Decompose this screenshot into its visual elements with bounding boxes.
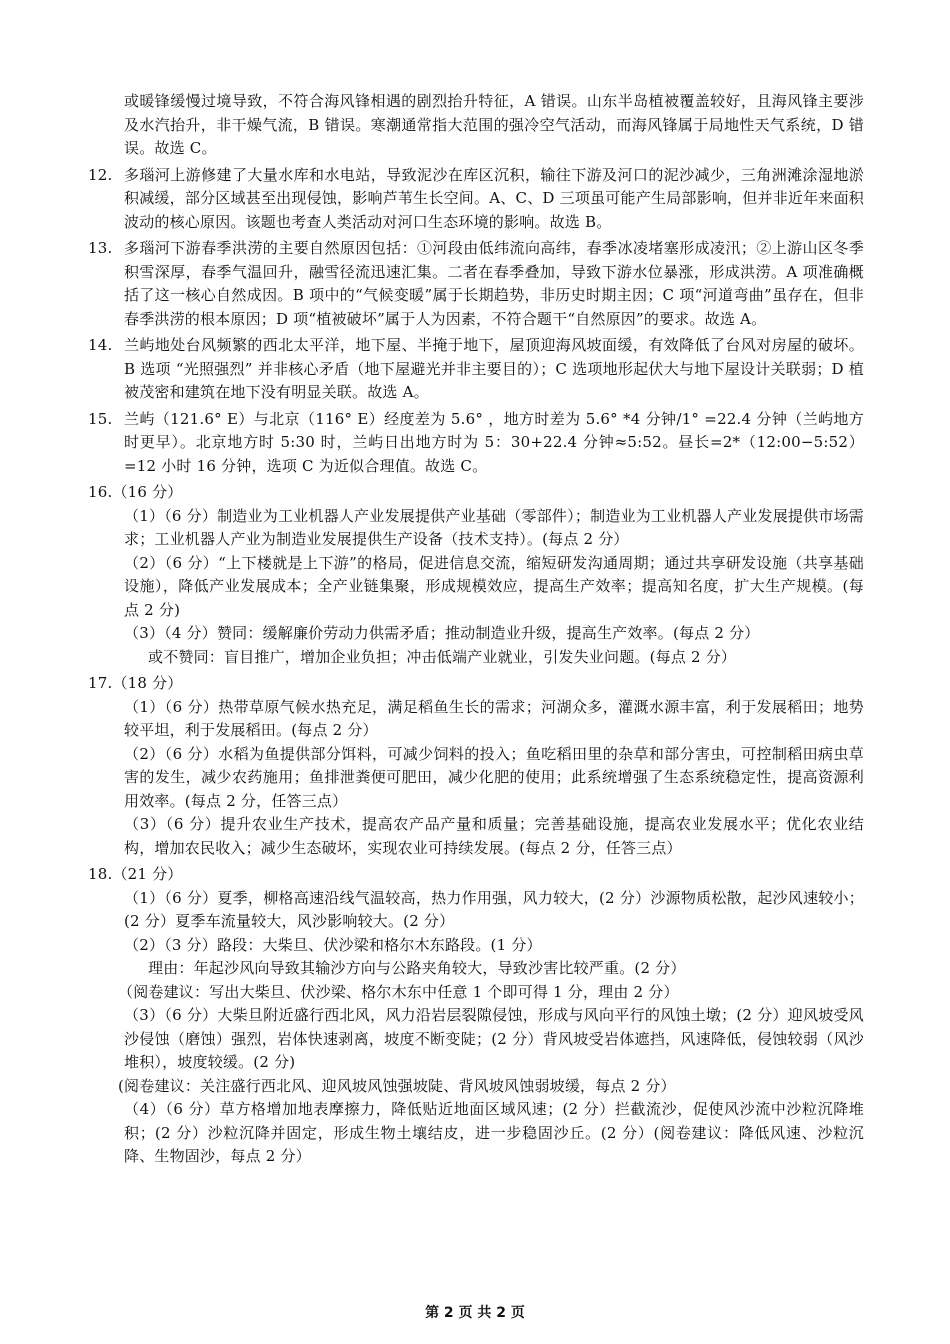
question-14 <box>88 334 864 405</box>
q18-part-2-reason: 理由：年起沙风向导致其输沙方向与公路夹角较大，导致沙害比较严重。(2 分） <box>148 959 686 977</box>
question-answer: 多瑙河上游修建了大量水库和水电站，导致泥沙在库区沉积，输往下游及河口的泥沙减少，三角洲滩涂湿地淤积减缓，部分区域甚至出现侵蚀，影响芦苇生长空间。A、C、D 三项虽可能产生局部影响，但并非近年来面积波动的核心原因。该题也考查人类活动对河口生态环境的影响。故选 B。 <box>124 165 864 231</box>
question-answer: 兰屿地处台风频繁的西北太平洋，地下屋、半掩于地下，屋顶迎海风坡面缓，有效降低了台风对房屋的破坏。B 选项 “光照强烈” 并非核心矛盾（地下屋避光并非主要目的）；C 选项地形起伏大与地下屋设计关联弱；D 植被茂密和建筑在地下没有明显关联。故选 A。 <box>124 336 864 401</box>
q11-continuation: 或暖锋缓慢过境导致，不符合海风锋相遇的剧烈抬升特征，A 错误。山东半岛植被覆盖较好，且海风锋主要涉及水汽抬升，非干燥气流，B 错误。寒潮通常指大范围的强冷空气活动，而海风锋属于局地性天气系统，D 错误。故选 C。 <box>124 92 864 157</box>
question-17-heading: 17.（18 分） <box>88 674 183 692</box>
q18-part-1: （1）（6 分）夏季，柳格高速沿线气温较高，热力作用强，风力较大，(2 分）沙源物质松散，起沙风速较小；(2 分）夏季车流量较大，风沙影响较大。(2 分） <box>124 888 864 930</box>
q16-part-3-alt: 或不赞同：盲目推广，增加企业负担；冲击低端产业就业，引发失业问题。(每点 2 分） <box>148 647 737 666</box>
q17-part-1: （1）（6 分）热带草原气候水热充足，满足稻鱼生长的需求；河湖众多，灌溉水源丰富，利于发展稻田；地势较平坦，利于发展稻田。(每点 2 分） <box>124 697 864 739</box>
q18-part-4: （4）（6 分）草方格增加地表摩擦力，降低贴近地面区域风速；(2 分）拦截流沙，促使风沙流中沙粒沉降堆积；(2 分）沙粒沉降并固定，形成生物土壤结皮，进一步稳固沙丘。(2 分）(阅卷建议：降低风速、沙粒沉降、生物固沙，每点 2 分） <box>124 1100 864 1165</box>
answer-content <box>88 90 864 1169</box>
q16-part-1: （1）（6 分）制造业为工业机器人产业发展提供产业基础（零部件）；制造业为工业机器人产业发展提供市场需求；工业机器人产业为制造业发展提供生产设备（技术支持）。(每点 2 分） <box>124 506 864 548</box>
q17-part-2: （2）（6 分）水稻为鱼提供部分饵料，可减少饲料的投入；鱼吃稻田里的杂草和部分害虫，可控制稻田病虫草害的发生，减少农药施用；鱼排泄粪便可肥田，减少化肥的使用；此系统增强了生态系统稳定性，提高资源利用效率。(每点 2 分，任答三点） <box>124 744 864 810</box>
q18-part-2-grading-note: （阅卷建议：写出大柴旦、伏沙梁、格尔木东中任意 1 个即可得 1 分，理由 2 分） <box>118 982 679 1001</box>
question-15 <box>88 408 864 479</box>
q18-part-3-grading-note: (阅卷建议：关注盛行西北风、迎风坡风蚀强坡陡、背风坡风蚀弱坡缓，每点 2 分） <box>118 1076 676 1095</box>
question-number: 13. <box>88 239 113 257</box>
page-footer: 第 2 页 共 2 页 <box>425 1305 525 1321</box>
question-number: 14. <box>88 336 113 354</box>
question-number: 12. <box>88 165 113 184</box>
question-answer: 多瑙河下游春季洪涝的主要自然原因包括：①河段由低纬流向高纬，春季冰凌堵塞形成凌汛；②上游山区冬季积雪深厚，春季气温回升，融雪径流迅速汇集。二者在春季叠加，导致下游水位暴涨，形成洪涝。A 项准确概括了这一核心自然成因。B 项中的“气候变暖”属于长期趋势，非历史时期主因；C 项“河道弯曲”虽存在，但非春季洪涝的根本原因；D 项“植被破坏”属于人为因素，不符合题干“自然原因”的要求。故选 A。 <box>124 239 864 328</box>
question-16-heading: 16.（16 分） <box>88 483 183 501</box>
q16-part-3: （3）（4 分）赞同：缓解廉价劳动力供需矛盾；推动制造业升级，提高生产效率。(每点 2 分） <box>124 624 760 642</box>
question-answer: 兰屿（121.6° E）与北京（116° E）经度差为 5.6° ，地方时差为 5.6° *4 分钟/1° =22.4 分钟（兰屿地方时更早）。北京地方时 5:30 时，兰屿日出地方时为 5：30+22.4 分钟≈5:52。昼长=2*（12:00−5:52）=12 小时 16 分钟，选项 C 为近似合理值。故选 C。 <box>124 409 864 475</box>
q16-part-2: （2）（6 分）“上下楼就是上下游”的格局，促进信息交流，缩短研发沟通周期；通过共享研发设施（共享基础设施），降低产业发展成本；全产业链集聚，形成规模效应，提高生产效率；提高知名度，扩大生产规模。(每点 2 分) <box>124 553 864 619</box>
q18-part-3: （3）（6 分）大柴旦附近盛行西北风，风力沿岩层裂隙侵蚀，形成与风向平行的风蚀土墩；(2 分）迎风坡受风沙侵蚀（磨蚀）强烈，岩体快速剥离，坡度不断变陡；(2 分）背风坡受岩体遮挡，风速降低，侵蚀较弱（风沙堆积），坡度较缓。(2 分) <box>124 1006 864 1071</box>
question-18-heading: 18.（21 分） <box>88 865 183 883</box>
question-number: 15. <box>88 409 113 428</box>
q17-part-3: （3）（6 分）提升农业生产技术，提高农产品产量和质量；完善基础设施，提高农业发展水平；优化农业结构，增加农民收入；减少生态破坏，实现农业可持续发展。(每点 2 分，任答三点） <box>124 815 864 857</box>
question-12 <box>88 164 864 235</box>
question-13 <box>88 237 864 331</box>
q18-part-2: （2）（3 分）路段：大柴旦、伏沙梁和格尔木东路段。(1 分） <box>124 935 542 954</box>
